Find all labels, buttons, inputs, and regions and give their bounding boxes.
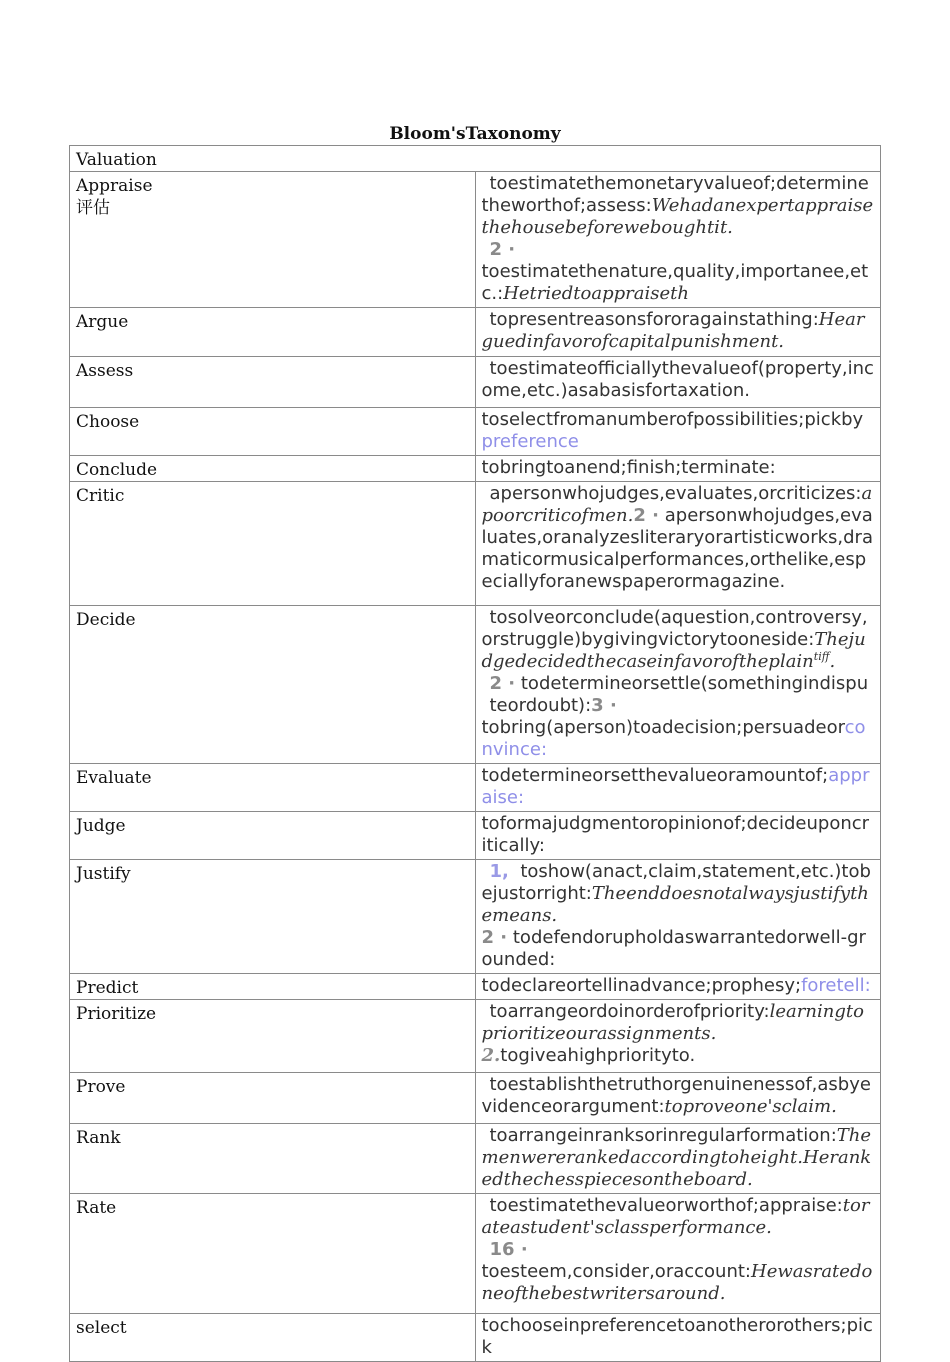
definition-cell xyxy=(475,308,881,357)
example-text: Wehadanexpertappraisethehousebeforeweboughtit. xyxy=(481,195,874,238)
term-label: Assess xyxy=(70,357,476,408)
example-text: torateastudent'sclassperformance. xyxy=(481,1195,870,1238)
definition-cell xyxy=(475,482,881,606)
definition-cell xyxy=(475,974,881,1000)
definition-cell xyxy=(475,1073,881,1124)
table-row xyxy=(70,1000,881,1073)
document-title: Bloom'sTaxonomy xyxy=(389,124,561,144)
definition-text: tosolveorconclude(aquestion,controversy,orstruggle)bygivingvictorytooneside: xyxy=(481,607,868,650)
term-cell xyxy=(70,172,476,308)
definition-cell xyxy=(475,357,881,408)
table-row xyxy=(70,1314,881,1362)
sense-number: 2. xyxy=(481,1045,501,1066)
definition-text: tobring(aperson)toadecision;persuadeor xyxy=(481,717,845,738)
example-text: Theenddoesnotalwaysjustifythemeans. xyxy=(481,883,869,926)
sense-number: 2 · xyxy=(481,927,508,948)
definition-text: topresentreasonsfororagainstathing: xyxy=(489,309,819,330)
table-row xyxy=(70,482,881,606)
definition-cell xyxy=(475,860,881,974)
term-label-chinese: 评估 xyxy=(76,198,110,218)
term-label: Predict xyxy=(70,974,476,1000)
definition-text: toestablishthetruthorgenuinenessof,asbyevidenceorargument: xyxy=(481,1074,871,1117)
sense-number: 2 · xyxy=(489,239,516,260)
definition-text: apersonwhojudges,evaluates,oranalyzesliteraryorartisticworks,dramaticormusicalperformances,orthelike,especiallyforanewspaperormagazine. xyxy=(481,505,873,592)
example-text: Hetriedtoappraiseth xyxy=(503,283,689,304)
definition-cell xyxy=(475,1124,881,1194)
synonym-link: preference xyxy=(481,431,579,452)
definition-text: toarrangeordoinorderofpriority: xyxy=(489,1001,770,1022)
sense-number: 16 · xyxy=(489,1239,528,1260)
example-text: Hewasratedoneofthebestwritersaround. xyxy=(481,1261,873,1304)
definition-text: toformajudgmentoropinionof;decideuponcritically: xyxy=(481,813,870,856)
table-row xyxy=(70,146,881,172)
definition-text: toestimatethenature,quality,importanee,etc.: xyxy=(481,261,869,304)
table-row xyxy=(70,357,881,408)
table-row xyxy=(70,974,881,1000)
section-heading: Valuation xyxy=(70,146,881,172)
term-label: Justify xyxy=(70,860,476,974)
table-row xyxy=(70,172,881,308)
definition-text: todetermineorsettle(somethingindisputeordoubt): xyxy=(489,673,869,716)
table-row xyxy=(70,1194,881,1314)
table-row xyxy=(70,764,881,812)
example-text: Thejudgedecidedthecaseinfavoroftheplain xyxy=(481,629,866,672)
definition-cell xyxy=(475,1314,881,1362)
definition-text: toestimatethemonetaryvalueof;determinetheworthof;assess: xyxy=(481,173,869,216)
example-text: Themenwererankedaccordingtoheight.Herankedthechesspiecesontheboard. xyxy=(481,1125,872,1190)
synonym-link: foretell: xyxy=(801,975,871,996)
example-text: learningtoprioritizeourassignments. xyxy=(481,1001,864,1044)
definition-text: todeclareortellinadvance;prophesy; xyxy=(481,975,802,996)
term-label: Judge xyxy=(70,812,476,860)
definition-text: togiveahighpriorityto. xyxy=(500,1045,696,1066)
definition-cell xyxy=(475,1000,881,1073)
term-label: Critic xyxy=(70,482,476,606)
term-label: Prioritize xyxy=(70,1000,476,1073)
term-label: Conclude xyxy=(70,456,476,482)
term-label: Appraise xyxy=(76,176,153,196)
sense-number: 3 · xyxy=(591,695,617,716)
definition-cell xyxy=(475,172,881,308)
term-label: Rank xyxy=(70,1124,476,1194)
example-text: apoorcriticofmen. xyxy=(481,483,873,526)
example-text: Hearguedinfavorofcapitalpunishment. xyxy=(481,309,865,352)
term-label: Argue xyxy=(70,308,476,357)
example-text: toproveone'sclaim. xyxy=(664,1096,837,1117)
definition-cell xyxy=(475,606,881,764)
sense-number: 1, xyxy=(489,861,509,882)
definition-text: toselectfromanumberofpossibilities;pickby xyxy=(481,409,864,430)
definition-text: tochooseinpreferencetoanotherorothers;pick xyxy=(481,1315,873,1358)
definition-text: todetermineorsetthevalueoramountof; xyxy=(481,765,829,786)
table-row xyxy=(70,1073,881,1124)
table-row xyxy=(70,408,881,456)
definition-text: apersonwhojudges,evaluates,orcriticizes: xyxy=(489,483,862,504)
definition-text: toestimatethevalueorworthof;appraise: xyxy=(489,1195,843,1216)
table-row xyxy=(70,456,881,482)
definition-text: toestimateofficiallythevalueof(property,income,etc.)asabasisfortaxation. xyxy=(481,358,874,401)
definition-text: toesteem,consider,oraccount: xyxy=(481,1261,751,1282)
term-label: Decide xyxy=(70,606,476,764)
term-label: Prove xyxy=(70,1073,476,1124)
term-label: select xyxy=(70,1314,476,1362)
example-end: . xyxy=(829,651,836,672)
definition-text: tobringtoanend;finish;terminate: xyxy=(481,457,776,478)
term-label: Rate xyxy=(70,1194,476,1314)
definition-cell xyxy=(475,408,881,456)
table-row xyxy=(70,1124,881,1194)
table-row xyxy=(70,606,881,764)
sense-number: 2 · xyxy=(489,673,516,694)
synonym-link: convince: xyxy=(481,717,866,760)
definition-text: toshow(anact,claim,statement,etc.)tobejustorright: xyxy=(481,861,871,904)
definition-cell xyxy=(475,764,881,812)
example-superscript: tiff xyxy=(813,650,830,663)
term-label: Evaluate xyxy=(70,764,476,812)
definition-text: toarrangeinranksorinregularformation: xyxy=(489,1125,837,1146)
table-row xyxy=(70,812,881,860)
table-row xyxy=(70,308,881,357)
definition-cell xyxy=(475,456,881,482)
definition-cell xyxy=(475,1194,881,1314)
synonym-link: appraise: xyxy=(481,765,870,808)
term-label: Choose xyxy=(70,408,476,456)
sense-number: 2 · xyxy=(633,505,659,526)
taxonomy-table xyxy=(69,145,881,1362)
definition-text: todefendorupholdaswarrantedorwell-grounded: xyxy=(481,927,866,970)
definition-cell xyxy=(475,812,881,860)
table-row xyxy=(70,860,881,974)
